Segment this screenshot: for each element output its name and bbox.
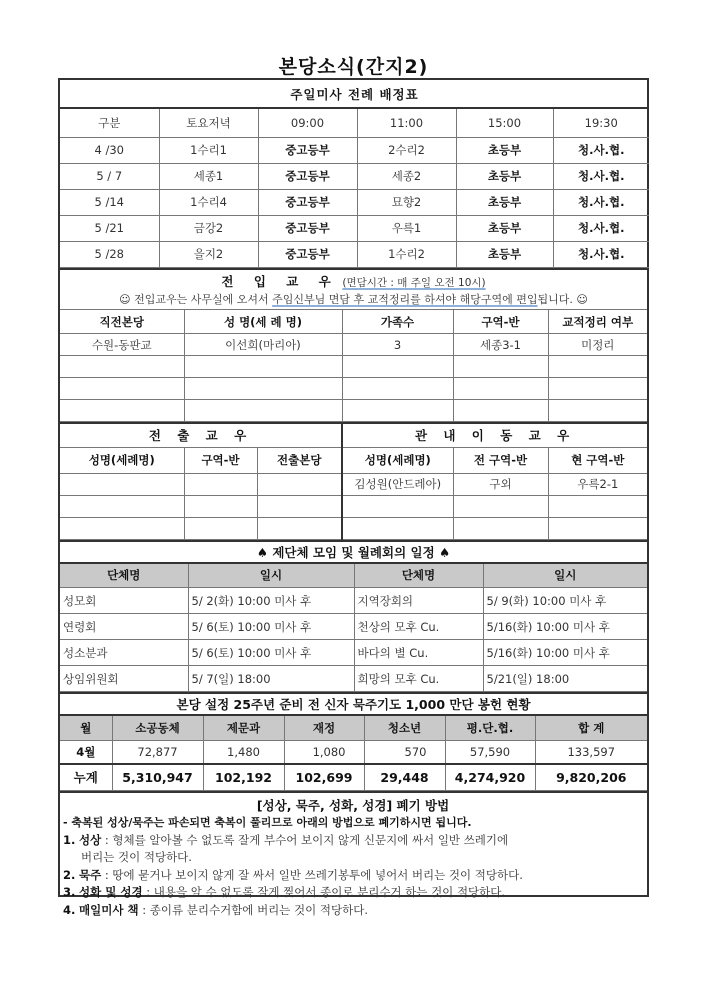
date-cell: 5 /14: [60, 189, 159, 215]
transfer-in-title: 전 입 교 우: [221, 273, 339, 289]
item-text: : 종이류 분리수거함에 버리는 것이 적당하다.: [138, 902, 369, 917]
cell: [548, 378, 647, 400]
table-row: [60, 473, 647, 495]
header-cell: 단체명: [60, 563, 188, 588]
value-cell: 1,480: [203, 740, 284, 764]
cell: [184, 356, 342, 378]
total-cell: 102,699: [284, 764, 364, 790]
item-text: : 땅에 묻거나 보이지 않게 잘 싸서 일반 쓰레기봉투에 넣어서 버리는 것이 적당하다.: [101, 867, 523, 882]
transfer-out-title: 전 출 교 우: [60, 423, 342, 447]
cell: [453, 356, 548, 378]
notice-underlined: 주임신부님 면담 후 교적정리를 하셔야 해당구역에 편입: [272, 293, 538, 307]
table-row: [60, 356, 647, 378]
cell: [453, 378, 548, 400]
cell: 초등부: [456, 215, 553, 241]
cell: [342, 495, 453, 517]
meeting-time: 5/ 2(화) 10:00 미사 후: [188, 588, 354, 614]
disposal-item: [63, 832, 643, 850]
cell: 청.사.협.: [553, 163, 649, 189]
table-row: [60, 241, 649, 267]
cell: [342, 378, 453, 400]
value-cell: 57,590: [445, 740, 535, 764]
table-row: [60, 588, 647, 614]
header-cell: 성명(세례명): [342, 447, 453, 473]
header-cell: 일시: [483, 563, 647, 588]
item-label: 묵주: [79, 867, 102, 882]
group-name: 바다의 별 Cu.: [354, 640, 483, 666]
cell: [184, 473, 257, 495]
cell: 초등부: [456, 137, 553, 163]
meeting-time: 5/ 6(토) 10:00 미사 후: [188, 614, 354, 640]
transfer-header-row: [60, 447, 647, 473]
disposal-item: [63, 902, 643, 920]
header-cell: 15:00: [456, 108, 553, 137]
page-title: 본당소식(간지2): [278, 56, 429, 78]
transfer-in-title-cell: [60, 269, 647, 290]
transfer-out-internal-move-table: [60, 422, 647, 540]
cell: [257, 473, 342, 495]
group-name: 성모회: [60, 588, 188, 614]
cell: 구외: [453, 473, 548, 495]
header-cell: 재정: [284, 715, 364, 740]
header-cell: 구역-반: [184, 447, 257, 473]
cell: [453, 400, 548, 422]
date-cell: 5 /21: [60, 215, 159, 241]
table-row: [60, 137, 649, 163]
group-meetings-title: ♠ 제단체 모임 및 월례회의 일정 ♠: [60, 541, 647, 563]
notice-suffix: 됩니다. ☺: [537, 293, 588, 307]
header-cell: 소공동체: [112, 715, 203, 740]
group-name: 성소분과: [60, 640, 188, 666]
total-cell: 102,192: [203, 764, 284, 790]
disposal-item: [63, 884, 643, 902]
date-cell: 5 / 7: [60, 163, 159, 189]
table-row: [60, 666, 647, 692]
table-row: [60, 517, 647, 539]
total-cell: 5,310,947: [112, 764, 203, 790]
transfer-in-table: [60, 268, 647, 423]
cell: 중고등부: [258, 137, 357, 163]
cell: [257, 495, 342, 517]
group-name: 희망의 모후 Cu.: [354, 666, 483, 692]
item-label: 매일미사 책: [79, 902, 139, 917]
item-number: 3.: [63, 885, 76, 899]
cell: [184, 495, 257, 517]
table-row: [60, 334, 647, 356]
cell: 청.사.협.: [553, 189, 649, 215]
cell: 초등부: [456, 189, 553, 215]
meeting-time: 5/16(화) 10:00 미사 후: [483, 614, 647, 640]
cell: [548, 495, 647, 517]
item-number: 4.: [63, 902, 76, 917]
cell: 청.사.협.: [553, 137, 649, 163]
group-name: 지역장회의: [354, 588, 483, 614]
cell: [60, 517, 184, 539]
header-cell: 구역-반: [453, 310, 548, 334]
table-row: [60, 400, 647, 422]
header-cell: 가족수: [342, 310, 453, 334]
header-cell: 현 구역-반: [548, 447, 647, 473]
cell: 우륵2-1: [548, 473, 647, 495]
group-name: 상임위원회: [60, 666, 188, 692]
header-cell: 평.단.협.: [445, 715, 535, 740]
cell: 묘향2: [357, 189, 456, 215]
total-row: [60, 764, 647, 790]
group-meetings-table: [60, 540, 647, 693]
header-cell: 합 계: [535, 715, 647, 740]
cell: 세종2: [357, 163, 456, 189]
mass-schedule-header-row: [60, 108, 649, 137]
internal-move-title: 관 내 이 동 교 우: [342, 423, 647, 447]
header-cell: 09:00: [258, 108, 357, 137]
cell: [257, 517, 342, 539]
item-text: : 내용을 알 수 없도록 잘게 찢어서 종이로 분리수거 하는 것이 적당하다.: [142, 885, 506, 899]
group-name: 천상의 모후 Cu.: [354, 614, 483, 640]
cell: 수원-동판교: [60, 334, 184, 356]
total-cell: 9,820,206: [535, 764, 647, 790]
disposal-title: [성상, 묵주, 성화, 성경] 폐기 방법: [256, 797, 450, 813]
item-text: : 형체를 알아볼 수 없도록 잘게 부수어 보이지 않게 신문지에 싸서 일반 쓰레기에: [101, 832, 509, 847]
cell: 중고등부: [258, 215, 357, 241]
cell: 초등부: [456, 241, 553, 267]
cell: [60, 400, 184, 422]
cell: 1수리1: [159, 137, 258, 163]
row-label: 누계: [60, 764, 112, 790]
value-cell: 570: [364, 740, 445, 764]
header-cell: 제문과: [203, 715, 284, 740]
cell: [60, 495, 184, 517]
table-row: [60, 640, 647, 666]
item-number: 2.: [63, 867, 76, 882]
rosary-offering-table: [60, 692, 647, 791]
cell: [342, 517, 453, 539]
header-cell: 일시: [188, 563, 354, 588]
cell: 1수리2: [357, 241, 456, 267]
cell: [453, 517, 548, 539]
cell: 중고등부: [258, 189, 357, 215]
cell: [60, 378, 184, 400]
meeting-time: 5/16(화) 10:00 미사 후: [483, 640, 647, 666]
rosary-offering-title: 본당 설정 25주년 준비 전 신자 묵주기도 1,000 만단 봉헌 현황: [60, 693, 647, 715]
transfer-in-notice: [60, 290, 647, 310]
table-row: [60, 378, 647, 400]
header-cell: 토요저녁: [159, 108, 258, 137]
table-row: [60, 495, 647, 517]
transfer-in-header-row: [60, 310, 647, 334]
header-cell: 단체명: [354, 563, 483, 588]
cell: 세종3-1: [453, 334, 548, 356]
item-number: 1.: [63, 832, 76, 847]
table-row: [60, 215, 649, 241]
meeting-time: 5/ 7(일) 18:00: [188, 666, 354, 692]
cell: [184, 400, 342, 422]
header-cell: 청소년: [364, 715, 445, 740]
cell: 초등부: [456, 163, 553, 189]
cell: [342, 400, 453, 422]
value-cell: 72,877: [112, 740, 203, 764]
value-cell: 133,597: [535, 740, 647, 764]
cell: 1수리4: [159, 189, 258, 215]
cell: 이선희(마리아): [184, 334, 342, 356]
rosary-header-row: [60, 715, 647, 740]
cell: [453, 495, 548, 517]
cell: [184, 378, 342, 400]
cell: [60, 356, 184, 378]
cell: 3: [342, 334, 453, 356]
cell: 미정리: [548, 334, 647, 356]
cell: 김성원(안드레아): [342, 473, 453, 495]
header-cell: 구분: [60, 108, 159, 137]
cell: [184, 517, 257, 539]
meeting-time: 5/ 9(화) 10:00 미사 후: [483, 588, 647, 614]
meeting-time: 5/ 6(토) 10:00 미사 후: [188, 640, 354, 666]
cell: 중고등부: [258, 163, 357, 189]
cell: 세종1: [159, 163, 258, 189]
cell: 금강2: [159, 215, 258, 241]
table-row: [60, 614, 647, 640]
disposal-intro: - 축복된 성상/묵주는 파손되면 축복이 풀리므로 아래의 방법으로 폐기하시면 됩니다.: [63, 816, 472, 829]
cell: 우륵1: [357, 215, 456, 241]
disposal-section: [60, 791, 647, 920]
header-cell: 전출본당: [257, 447, 342, 473]
header-cell: 교적정리 여부: [548, 310, 647, 334]
header-cell: 성명(세례명): [60, 447, 184, 473]
group-meetings-header-row: [60, 563, 647, 588]
disposal-item: [63, 867, 643, 885]
date-cell: 4 /30: [60, 137, 159, 163]
meeting-time: 5/21(일) 18:00: [483, 666, 647, 692]
mass-schedule-title: 주일미사 전례 배정표: [60, 80, 649, 108]
item-label: 성상: [79, 832, 102, 847]
total-cell: 29,448: [364, 764, 445, 790]
disposal-item-continued: 버리는 것이 적당하다.: [81, 850, 192, 864]
cell: 청.사.협.: [553, 241, 649, 267]
cell: [548, 400, 647, 422]
cell: 청.사.협.: [553, 215, 649, 241]
total-cell: 4,274,920: [445, 764, 535, 790]
notice-prefix: ☺ 전입교우는 사무실에 오셔서: [119, 293, 273, 307]
cell: [548, 517, 647, 539]
table-row: [60, 163, 649, 189]
value-cell: 1,080: [284, 740, 364, 764]
header-cell: 전 구역-반: [453, 447, 548, 473]
cell: 중고등부: [258, 241, 357, 267]
header-cell: 직전본당: [60, 310, 184, 334]
header-cell: 성 명(세 례 명): [184, 310, 342, 334]
cell: 2수리2: [357, 137, 456, 163]
bulletin-frame: [58, 78, 649, 917]
row-label: 4월: [60, 740, 112, 764]
cell: [548, 356, 647, 378]
header-cell: 19:30: [553, 108, 649, 137]
item-label: 성화 및 성경: [79, 885, 143, 899]
table-row: [60, 189, 649, 215]
cell: [342, 356, 453, 378]
interview-time-note: (면담시간 : 매 주일 오전 10시): [342, 276, 486, 289]
date-cell: 5 /28: [60, 241, 159, 267]
group-name: 연령회: [60, 614, 188, 640]
cell: [60, 473, 184, 495]
cell: 을지2: [159, 241, 258, 267]
header-cell: 11:00: [357, 108, 456, 137]
header-cell: 월: [60, 715, 112, 740]
mass-schedule-table: [60, 80, 649, 268]
month-row: [60, 740, 647, 764]
